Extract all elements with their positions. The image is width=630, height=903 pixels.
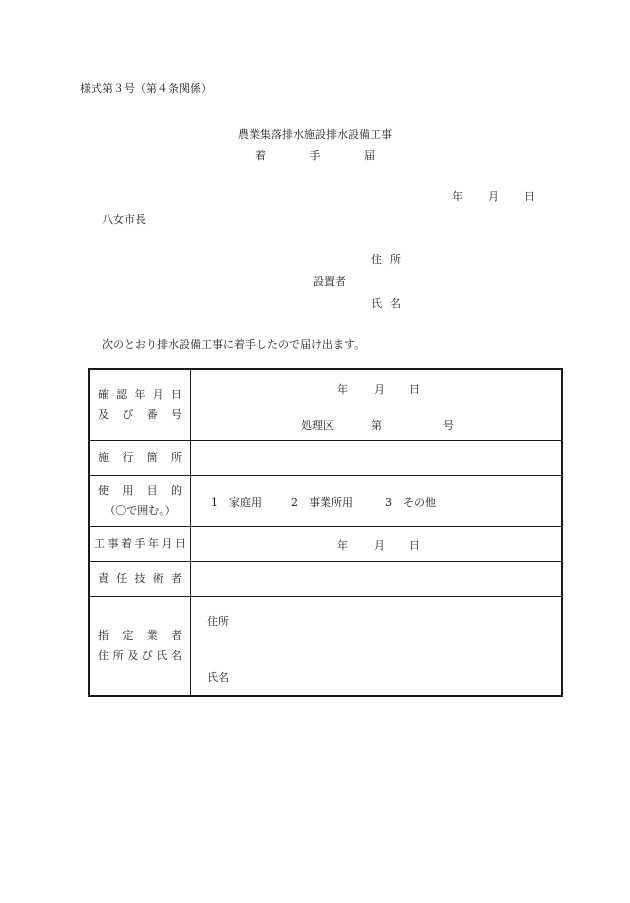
contractor-label-line1: 指定業者: [98, 629, 182, 642]
site-label-text: 施行箇所: [98, 451, 182, 464]
purpose-option-other[interactable]: 3 その他: [385, 496, 436, 509]
date-day: 日: [524, 190, 535, 203]
site-value[interactable]: [191, 441, 563, 476]
purpose-label: [89, 476, 191, 527]
confirmation-label: [89, 369, 191, 441]
confirmation-value[interactable]: [191, 369, 563, 441]
district-label: 処理区: [301, 419, 334, 432]
purpose-option-household[interactable]: 1 家庭用: [211, 496, 262, 509]
site-label: [89, 441, 191, 476]
start-day: 日: [409, 539, 420, 552]
contractor-value[interactable]: [191, 597, 563, 697]
date-year: 年: [452, 190, 463, 203]
confirm-month: 月: [374, 383, 385, 396]
application-table: [88, 368, 563, 697]
purpose-label-line1: 使用目的: [98, 484, 182, 497]
table-row: [89, 441, 562, 476]
start-date-label: [89, 527, 191, 562]
applicant-role-label: 設置者: [313, 275, 346, 288]
subtitle-char-1: 着: [255, 149, 266, 162]
applicant-address-label: 住所: [371, 253, 409, 266]
engineer-label: [89, 562, 191, 597]
contractor-address-label: 住所: [207, 615, 229, 628]
document-title: 農業集落排水施設排水設備工事: [238, 128, 392, 141]
contractor-label: [89, 597, 191, 697]
confirm-year: 年: [337, 383, 348, 396]
start-month: 月: [374, 539, 385, 552]
start-date-label-text: 工事着手年月日: [94, 537, 186, 550]
purpose-value[interactable]: [191, 476, 563, 527]
form-number: 様式第３号（第４条関係）: [80, 82, 212, 95]
date-month: 月: [488, 190, 499, 203]
subtitle-char-3: 届: [364, 149, 375, 162]
table-row: [89, 369, 562, 441]
contractor-label-line2: 住所及び氏名: [98, 649, 182, 662]
start-year: 年: [337, 539, 348, 552]
contractor-name-label: 氏名: [207, 671, 229, 684]
confirmation-label-line1: 確認年月日: [98, 388, 182, 401]
document-subtitle: [0, 147, 630, 163]
table-row: [89, 562, 562, 597]
subtitle-char-2: 手: [309, 149, 321, 162]
number-go: 号: [443, 419, 454, 432]
table-row: [89, 527, 562, 562]
purpose-option-business[interactable]: 2 事業所用: [291, 496, 353, 509]
submission-date: [0, 188, 630, 202]
intro-text: 次のとおり排水設備工事に着手したので届け出ます。: [102, 338, 366, 351]
number-dai: 第: [371, 419, 382, 432]
table-row: [89, 597, 562, 697]
table-row: [89, 476, 562, 527]
engineer-label-text: 責任技術者: [98, 572, 182, 585]
engineer-value[interactable]: [191, 562, 563, 597]
confirm-day: 日: [409, 383, 420, 396]
start-date-value[interactable]: [191, 527, 563, 562]
addressee: 八女市長: [102, 213, 146, 226]
applicant-name-label: 氏名: [371, 297, 409, 310]
purpose-label-line2: （〇で囲む。）: [104, 504, 176, 517]
confirmation-label-line2: 及び番号: [98, 408, 182, 421]
